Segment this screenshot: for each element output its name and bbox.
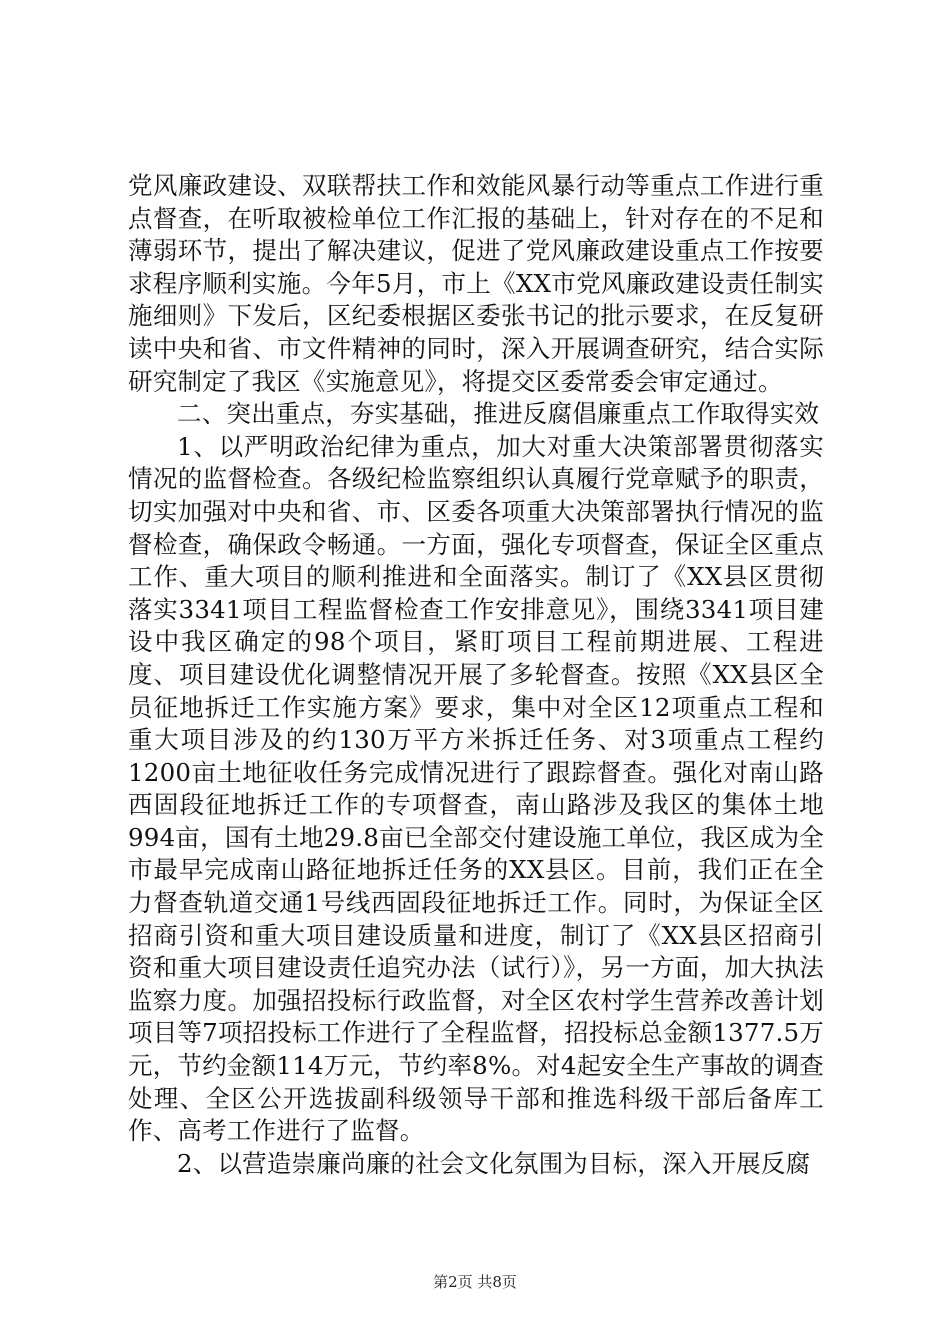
document-body: [128, 170, 824, 1180]
paragraph-item-2: 2、以营造崇廉尚廉的社会文化氛围为目标，深入开展反腐: [177, 1148, 811, 1178]
section-heading: 二、突出重点，夯实基础，推进反腐倡廉重点工作取得实效: [177, 399, 820, 429]
paragraph-item-1: 1、以严明政治纪律为重点，加大对重大决策部署贯彻落实情况的监督检查。各级纪检监察组织认真履行党章赋予的职责，切实加强对中央和省、市、区委各项重大决策部署执行情况的监督检查，确保政令畅通。一方面，强化专项督查，保证全区重点工作、重大项目的顺利推进和全面落实。制订了《XX县区贯彻落实3341项目工程监督检查工作安排意见》，围绕3341项目建设中我区确定的98个项目，紧盯项目工程前期进展、工程进度、项目建设优化调整情况开展了多轮督查。按照《XX县区全员征地拆迁工作实施方案》要求，集中对全区12项重点工程和重大项目涉及的约130万平方米拆迁任务、对3项重点工程约1200亩土地征收任务完成情况进行了跟踪督查。强化对南山路西固段征地拆迁工作的专项督查，南山路涉及我区的集体土地994亩，国有土地29.8亩已全部交付建设施工单位，我区成为全市最早完成南山路征地拆迁任务的XX县区。目前，我们正在全力督查轨道交通1号线西固段征地拆迁工作。同时，为保证全区招商引资和重大项目建设质量和进度，制订了《XX县区招商引资和重大项目建设责任追究办法（试行）》，另一方面，加大执法监察力度。加强招投标行政监督，对全区农村学生营养改善计划项目等7项招投标工作进行了全程监督，招投标总金额1377.5万元，节约金额114万元，节约率8%。对4起安全生产事故的调查处理、全区公开选拔副科级领导干部和推选科级干部后备库工作、高考工作进行了监督。: [128, 431, 824, 1146]
paragraph-continued: 党风廉政建设、双联帮扶工作和效能风暴行动等重点工作进行重点督查，在听取被检单位工作汇报的基础上，针对存在的不足和薄弱环节，提出了解决建议，促进了党风廉政建设重点工作按要求程序顺利实施。今年5月，市上《XX市党风廉政建设责任制实施细则》下发后，区纪委根据区委张书记的批示要求，在反复研读中央和省、市文件精神的同时，深入开展调查研究，结合实际研究制定了我区《实施意见》，将提交区委常委会审定通过。: [128, 171, 824, 396]
page-number: 第2页 共8页: [433, 1273, 517, 1291]
page-footer: [0, 1272, 950, 1292]
